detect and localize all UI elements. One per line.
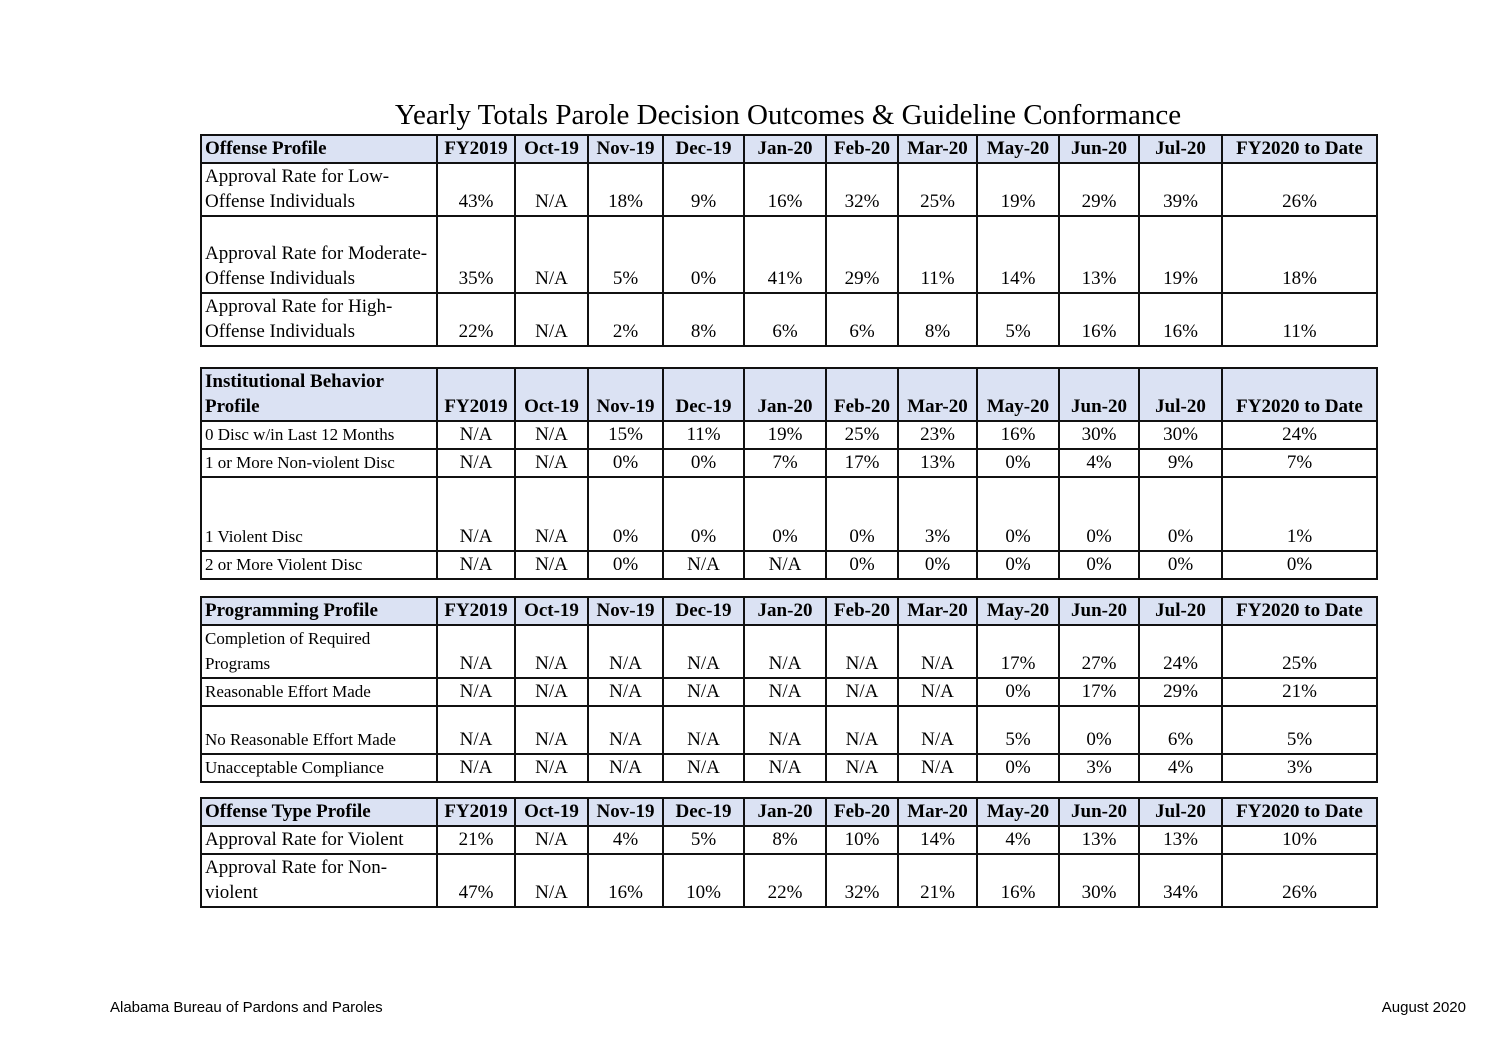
table-cell: N/A — [588, 678, 663, 706]
table-cell: N/A — [826, 625, 898, 678]
table-cell: N/A — [826, 754, 898, 782]
table-cell: 0% — [977, 678, 1059, 706]
column-header: Mar-20 — [898, 798, 977, 826]
table-cell: 0% — [826, 551, 898, 579]
table-cell: N/A — [744, 551, 826, 579]
table-cell: 0% — [744, 477, 826, 551]
column-header: Jul-20 — [1139, 135, 1222, 163]
column-header: FY2019 — [437, 368, 515, 421]
table-cell: N/A — [437, 477, 515, 551]
table-row — [201, 551, 1377, 579]
table-cell: N/A — [515, 678, 588, 706]
table-row — [201, 216, 1377, 293]
page-title: Yearly Totals Parole Decision Outcomes & Guideline Conformance — [394, 99, 1182, 131]
table-cell: 16% — [744, 163, 826, 216]
table-cell: 41% — [744, 216, 826, 293]
table-cell: N/A — [826, 678, 898, 706]
table-cell: 29% — [1059, 163, 1139, 216]
column-header: FY2019 — [437, 135, 515, 163]
table-cell: 0% — [588, 477, 663, 551]
table-cell: 16% — [1059, 293, 1139, 346]
column-header: May-20 — [977, 597, 1059, 625]
table-cell: N/A — [898, 625, 977, 678]
table-cell: 32% — [826, 854, 898, 907]
table-cell: N/A — [437, 421, 515, 449]
table-header-row — [201, 798, 1377, 826]
footer-organization: Alabama Bureau of Pardons and Paroles — [110, 999, 383, 1016]
column-header: May-20 — [977, 135, 1059, 163]
table-cell: N/A — [515, 551, 588, 579]
table-cell: 22% — [437, 293, 515, 346]
table-cell: 4% — [1139, 754, 1222, 782]
column-header: Dec-19 — [663, 135, 744, 163]
table-cell: 0% — [826, 477, 898, 551]
table-cell: 22% — [744, 854, 826, 907]
column-header: Oct-19 — [515, 368, 588, 421]
table-cell: 15% — [588, 421, 663, 449]
row-label: Reasonable Effort Made — [201, 678, 437, 706]
table-cell: N/A — [515, 293, 588, 346]
column-header: FY2019 — [437, 798, 515, 826]
table-header-label: Offense Type Profile — [201, 798, 437, 826]
column-header: Feb-20 — [826, 597, 898, 625]
table-header-label: Offense Profile — [201, 135, 437, 163]
row-label: 0 Disc w/in Last 12 Months — [201, 421, 437, 449]
table-cell: N/A — [744, 625, 826, 678]
table-cell: 5% — [977, 706, 1059, 754]
table-cell: 35% — [437, 216, 515, 293]
table-cell: 6% — [1139, 706, 1222, 754]
column-header: Jan-20 — [744, 135, 826, 163]
table-row — [201, 678, 1377, 706]
table-cell: N/A — [826, 706, 898, 754]
table-cell: 19% — [977, 163, 1059, 216]
column-header: Jun-20 — [1059, 597, 1139, 625]
table-cell: 17% — [977, 625, 1059, 678]
table-cell: 1% — [1222, 477, 1377, 551]
table-cell: 24% — [1139, 625, 1222, 678]
table-cell: 8% — [744, 826, 826, 854]
table-cell: N/A — [663, 706, 744, 754]
table-cell: 17% — [826, 449, 898, 477]
offense-profile-table — [200, 134, 1378, 347]
table-cell: 0% — [663, 449, 744, 477]
table-row — [201, 421, 1377, 449]
table-cell: 4% — [588, 826, 663, 854]
table-cell: N/A — [437, 551, 515, 579]
table-cell: 5% — [663, 826, 744, 854]
column-header: Jun-20 — [1059, 135, 1139, 163]
table-cell: 11% — [898, 216, 977, 293]
column-header: Jan-20 — [744, 368, 826, 421]
table-cell: 3% — [1222, 754, 1377, 782]
column-header: Jan-20 — [744, 798, 826, 826]
row-label: No Reasonable Effort Made — [201, 706, 437, 754]
table-cell: 0% — [898, 551, 977, 579]
table-row — [201, 826, 1377, 854]
table-cell: 16% — [1139, 293, 1222, 346]
table-cell: 8% — [663, 293, 744, 346]
column-header: Mar-20 — [898, 597, 977, 625]
table-cell: 19% — [744, 421, 826, 449]
table-cell: 6% — [826, 293, 898, 346]
column-header: Dec-19 — [663, 798, 744, 826]
table-cell: 7% — [1222, 449, 1377, 477]
column-header: FY2020 to Date — [1222, 368, 1377, 421]
column-header: Jan-20 — [744, 597, 826, 625]
column-header: Oct-19 — [515, 135, 588, 163]
table-cell: N/A — [437, 449, 515, 477]
table-cell: N/A — [744, 754, 826, 782]
table-cell: N/A — [515, 216, 588, 293]
table-cell: N/A — [588, 754, 663, 782]
column-header: Oct-19 — [515, 597, 588, 625]
table-cell: 13% — [898, 449, 977, 477]
column-header: Oct-19 — [515, 798, 588, 826]
table-cell: 17% — [1059, 678, 1139, 706]
table-cell: 4% — [977, 826, 1059, 854]
table-cell: 16% — [588, 854, 663, 907]
table-row — [201, 477, 1377, 551]
row-label: Unacceptable Compliance — [201, 754, 437, 782]
table-cell: N/A — [437, 706, 515, 754]
table-cell: N/A — [744, 706, 826, 754]
table-cell: N/A — [437, 678, 515, 706]
table-cell: N/A — [898, 678, 977, 706]
table-cell: 0% — [1059, 477, 1139, 551]
table-cell: 10% — [826, 826, 898, 854]
row-label: Approval Rate for Violent — [201, 826, 437, 854]
offense-type-profile-table — [200, 797, 1378, 908]
column-header: FY2020 to Date — [1222, 597, 1377, 625]
table-row — [201, 293, 1377, 346]
table-cell: 9% — [1139, 449, 1222, 477]
table-cell: N/A — [588, 625, 663, 678]
table-cell: N/A — [663, 551, 744, 579]
table-cell: N/A — [515, 826, 588, 854]
row-label: Completion of Required Programs — [201, 625, 437, 678]
row-label: 1 or More Non-violent Disc — [201, 449, 437, 477]
table-cell: 13% — [1059, 826, 1139, 854]
table-cell: 0% — [1059, 706, 1139, 754]
footer-date: August 2020 — [1381, 999, 1466, 1016]
column-header: Nov-19 — [588, 798, 663, 826]
table-cell: 34% — [1139, 854, 1222, 907]
table-cell: N/A — [663, 678, 744, 706]
table-cell: 29% — [826, 216, 898, 293]
column-header: Dec-19 — [663, 597, 744, 625]
table-cell: 39% — [1139, 163, 1222, 216]
table-cell: 2% — [588, 293, 663, 346]
table-cell: 14% — [898, 826, 977, 854]
table-cell: 25% — [1222, 625, 1377, 678]
table-header-row — [201, 135, 1377, 163]
table-cell: N/A — [898, 754, 977, 782]
column-header: Nov-19 — [588, 135, 663, 163]
table-cell: 27% — [1059, 625, 1139, 678]
table-cell: N/A — [744, 678, 826, 706]
column-header: Jul-20 — [1139, 597, 1222, 625]
table-cell: 0% — [977, 551, 1059, 579]
table-cell: 0% — [663, 216, 744, 293]
table-cell: N/A — [515, 163, 588, 216]
column-header: Jun-20 — [1059, 798, 1139, 826]
table-cell: N/A — [663, 625, 744, 678]
table-cell: 3% — [1059, 754, 1139, 782]
table-cell: 0% — [1222, 551, 1377, 579]
table-cell: 11% — [663, 421, 744, 449]
table-cell: 47% — [437, 854, 515, 907]
table-cell: 9% — [663, 163, 744, 216]
column-header: Feb-20 — [826, 135, 898, 163]
table-cell: 21% — [898, 854, 977, 907]
row-label: Approval Rate for Non-violent — [201, 854, 437, 907]
column-header: Mar-20 — [898, 135, 977, 163]
table-cell: N/A — [515, 625, 588, 678]
table-cell: 29% — [1139, 678, 1222, 706]
table-cell: 0% — [588, 449, 663, 477]
table-cell: 7% — [744, 449, 826, 477]
table-cell: 43% — [437, 163, 515, 216]
table-cell: N/A — [898, 706, 977, 754]
table-cell: 32% — [826, 163, 898, 216]
table-cell: 30% — [1059, 854, 1139, 907]
column-header: Nov-19 — [588, 597, 663, 625]
table-cell: N/A — [515, 477, 588, 551]
table-row — [201, 706, 1377, 754]
table-cell: 0% — [977, 477, 1059, 551]
table-cell: 5% — [977, 293, 1059, 346]
table-cell: 0% — [1059, 551, 1139, 579]
table-cell: 5% — [588, 216, 663, 293]
table-cell: 6% — [744, 293, 826, 346]
table-cell: 16% — [977, 421, 1059, 449]
table-cell: N/A — [515, 754, 588, 782]
row-label: Approval Rate for High-Offense Individuals — [201, 293, 437, 346]
table-header-label: Institutional Behavior Profile — [201, 368, 437, 421]
table-cell: 13% — [1059, 216, 1139, 293]
table-cell: 26% — [1222, 163, 1377, 216]
table-cell: 11% — [1222, 293, 1377, 346]
table-cell: N/A — [437, 625, 515, 678]
table-cell: N/A — [437, 754, 515, 782]
table-cell: 0% — [663, 477, 744, 551]
table-cell: 4% — [1059, 449, 1139, 477]
table-cell: 13% — [1139, 826, 1222, 854]
table-cell: 23% — [898, 421, 977, 449]
column-header: FY2020 to Date — [1222, 135, 1377, 163]
column-header: May-20 — [977, 368, 1059, 421]
table-cell: 0% — [1139, 551, 1222, 579]
column-header: May-20 — [977, 798, 1059, 826]
row-label: 2 or More Violent Disc — [201, 551, 437, 579]
column-header: Jul-20 — [1139, 798, 1222, 826]
table-cell: 30% — [1059, 421, 1139, 449]
column-header: FY2020 to Date — [1222, 798, 1377, 826]
table-header-row — [201, 597, 1377, 625]
table-cell: 3% — [898, 477, 977, 551]
column-header: Mar-20 — [898, 368, 977, 421]
column-header: Feb-20 — [826, 368, 898, 421]
table-cell: 25% — [898, 163, 977, 216]
table-cell: 10% — [663, 854, 744, 907]
column-header: Feb-20 — [826, 798, 898, 826]
table-cell: N/A — [663, 754, 744, 782]
column-header: Dec-19 — [663, 368, 744, 421]
table-cell: 24% — [1222, 421, 1377, 449]
table-cell: 5% — [1222, 706, 1377, 754]
table-cell: N/A — [515, 706, 588, 754]
table-cell: 8% — [898, 293, 977, 346]
table-cell: 14% — [977, 216, 1059, 293]
column-header: Jun-20 — [1059, 368, 1139, 421]
column-header: FY2019 — [437, 597, 515, 625]
table-cell: N/A — [588, 706, 663, 754]
table-row — [201, 854, 1377, 907]
table-header-label: Programming Profile — [201, 597, 437, 625]
column-header: Jul-20 — [1139, 368, 1222, 421]
row-label: Approval Rate for Moderate-Offense Individuals — [201, 216, 437, 293]
table-row — [201, 625, 1377, 678]
table-cell: 0% — [1139, 477, 1222, 551]
table-cell: 0% — [588, 551, 663, 579]
table-cell: N/A — [515, 449, 588, 477]
table-cell: 0% — [977, 754, 1059, 782]
table-cell: 30% — [1139, 421, 1222, 449]
table-cell: 19% — [1139, 216, 1222, 293]
table-cell: 18% — [1222, 216, 1377, 293]
table-cell: N/A — [515, 421, 588, 449]
table-row — [201, 754, 1377, 782]
table-cell: 10% — [1222, 826, 1377, 854]
table-cell: 0% — [977, 449, 1059, 477]
table-header-row — [201, 368, 1377, 421]
row-label: 1 Violent Disc — [201, 477, 437, 551]
row-label: Approval Rate for Low-Offense Individuals — [201, 163, 437, 216]
table-cell: 25% — [826, 421, 898, 449]
institutional-behavior-profile-table — [200, 367, 1378, 580]
table-cell: 21% — [1222, 678, 1377, 706]
column-header: Nov-19 — [588, 368, 663, 421]
table-cell: 21% — [437, 826, 515, 854]
table-cell: 18% — [588, 163, 663, 216]
programming-profile-table — [200, 596, 1378, 783]
table-row — [201, 449, 1377, 477]
table-row — [201, 163, 1377, 216]
table-cell: 16% — [977, 854, 1059, 907]
table-cell: 26% — [1222, 854, 1377, 907]
table-cell: N/A — [515, 854, 588, 907]
